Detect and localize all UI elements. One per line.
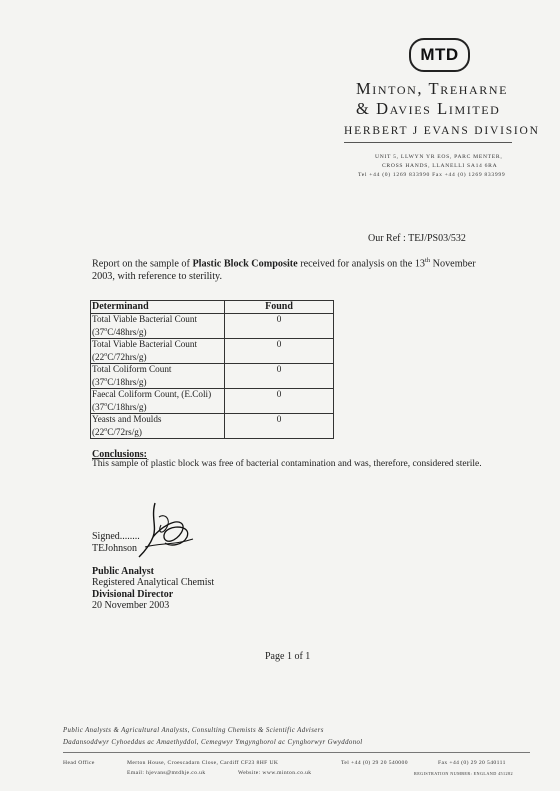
determinand-name: Total Viable Bacterial Count xyxy=(92,339,198,350)
handwritten-signature xyxy=(135,497,197,561)
role-divisional-director: Divisional Director xyxy=(92,588,174,600)
footer-tagline-english: Public Analysts & Agricultural Analysts, Consulting Chemists & Scientific Advisers xyxy=(63,727,324,734)
address-line1: UNIT 5, LLWYN YR EOS, PARC MENTER, xyxy=(375,154,503,160)
condition-pre: (37 xyxy=(92,377,105,388)
company-name-line1: Minton, Treharne xyxy=(356,79,509,98)
footer-fax: Fax +44 (0) 29 20 540111 xyxy=(438,760,506,766)
footer-tagline-welsh: Dadansoddwyr Cyhoeddus ac Amaethyddol, Cemegwyr Ymgynghorol ac Cynghorwyr Gwyddonol xyxy=(63,739,363,746)
logo-text: MTD xyxy=(420,45,459,64)
determinand-cell xyxy=(91,314,225,339)
footer-rule xyxy=(63,752,530,753)
page-number: Page 1 of 1 xyxy=(265,651,311,662)
our-reference: Our Ref : TEJ/PS03/532 xyxy=(368,233,466,244)
footer-telephone: Tel +44 (0) 29 20 540000 xyxy=(341,760,408,766)
head-office-label: Head Office xyxy=(63,760,95,766)
intro-part1: Report on the sample of xyxy=(92,258,193,270)
footer-email: Email: hjevans@mtdhje.co.uk xyxy=(127,770,206,776)
role-registered-chemist: Registered Analytical Chemist xyxy=(92,577,215,589)
condition-pre: (37 xyxy=(92,327,105,338)
determinand-name: Faecal Coliform Count, (E.Coli) xyxy=(92,389,212,400)
determinand-name: Yeasts and Moulds xyxy=(92,414,162,425)
determinand-cell xyxy=(91,389,225,414)
degree-sign: o xyxy=(104,427,108,434)
header-found: Found xyxy=(225,301,334,314)
table-row xyxy=(91,339,334,364)
intro-ordinal: th xyxy=(425,257,431,264)
found-value: 0 xyxy=(225,314,334,339)
determinand-cell xyxy=(91,414,225,439)
determinand-cell xyxy=(91,364,225,389)
conclusions-text: This sample of plastic block was free of bacterial contamination and was, therefore, considered sterile. xyxy=(92,459,482,469)
role-public-analyst: Public Analyst xyxy=(92,566,154,577)
table-row xyxy=(91,414,334,439)
signatory-details xyxy=(92,566,214,611)
table-row xyxy=(91,314,334,339)
determinand-cell xyxy=(91,339,225,364)
table-header-row xyxy=(91,301,334,314)
condition-post: C/72rs/g) xyxy=(107,427,142,438)
intro-part3: November 2003, with reference to sterility. xyxy=(92,258,476,283)
report-intro xyxy=(92,254,492,283)
results-table xyxy=(90,300,334,439)
condition-post: C/18hrs/g) xyxy=(107,377,147,388)
found-value: 0 xyxy=(225,364,334,389)
footer-registration: REGISTRATION NUMBER: ENGLAND 451282 xyxy=(414,771,514,776)
intro-part2: received for analysis on the 13 xyxy=(297,258,426,270)
company-name-line2: & Davies Limited xyxy=(356,99,501,118)
footer-website: Website: www.minton.co.uk xyxy=(238,770,312,776)
condition-post: C/48hrs/g) xyxy=(107,327,147,338)
company-logo xyxy=(409,38,470,72)
division-rule xyxy=(344,142,512,143)
division-name: HERBERT J EVANS DIVISION xyxy=(344,125,540,137)
determinand-name: Total Viable Bacterial Count xyxy=(92,314,198,324)
found-value: 0 xyxy=(225,414,334,439)
condition-pre: (37 xyxy=(92,402,105,413)
head-office-address: Merton House, Croescadarn Close, Cardiff CF23 8HF UK xyxy=(127,760,279,766)
signed-label: Signed........ xyxy=(92,531,140,542)
condition-post: C/72hrs/g) xyxy=(107,352,147,363)
address-line2: CROSS HANDS, LLANELLI SA14 6RA xyxy=(382,163,498,169)
table-row xyxy=(91,389,334,414)
degree-sign: o xyxy=(104,327,108,333)
determinand-name: Total Coliform Count xyxy=(92,364,172,375)
contact-line: Tel +44 (0) 1269 833990 Fax +44 (0) 1269 833999 xyxy=(358,172,506,178)
sample-name: Plastic Block Composite xyxy=(192,258,298,270)
signature-block xyxy=(92,531,140,555)
found-value: 0 xyxy=(225,339,334,364)
condition-pre: (22 xyxy=(92,427,105,438)
found-value: 0 xyxy=(225,389,334,414)
condition-pre: (22 xyxy=(92,352,105,363)
degree-sign: o xyxy=(104,377,108,384)
signatory-name: TEJohnson xyxy=(92,543,137,554)
table-row xyxy=(91,364,334,389)
signature-date: 20 November 2003 xyxy=(92,599,170,611)
degree-sign: o xyxy=(104,352,108,359)
condition-post: C/18hrs/g) xyxy=(107,402,147,413)
header-determinand: Determinand xyxy=(91,301,225,314)
degree-sign: o xyxy=(104,402,108,409)
conclusions-heading: Conclusions: xyxy=(92,449,148,460)
